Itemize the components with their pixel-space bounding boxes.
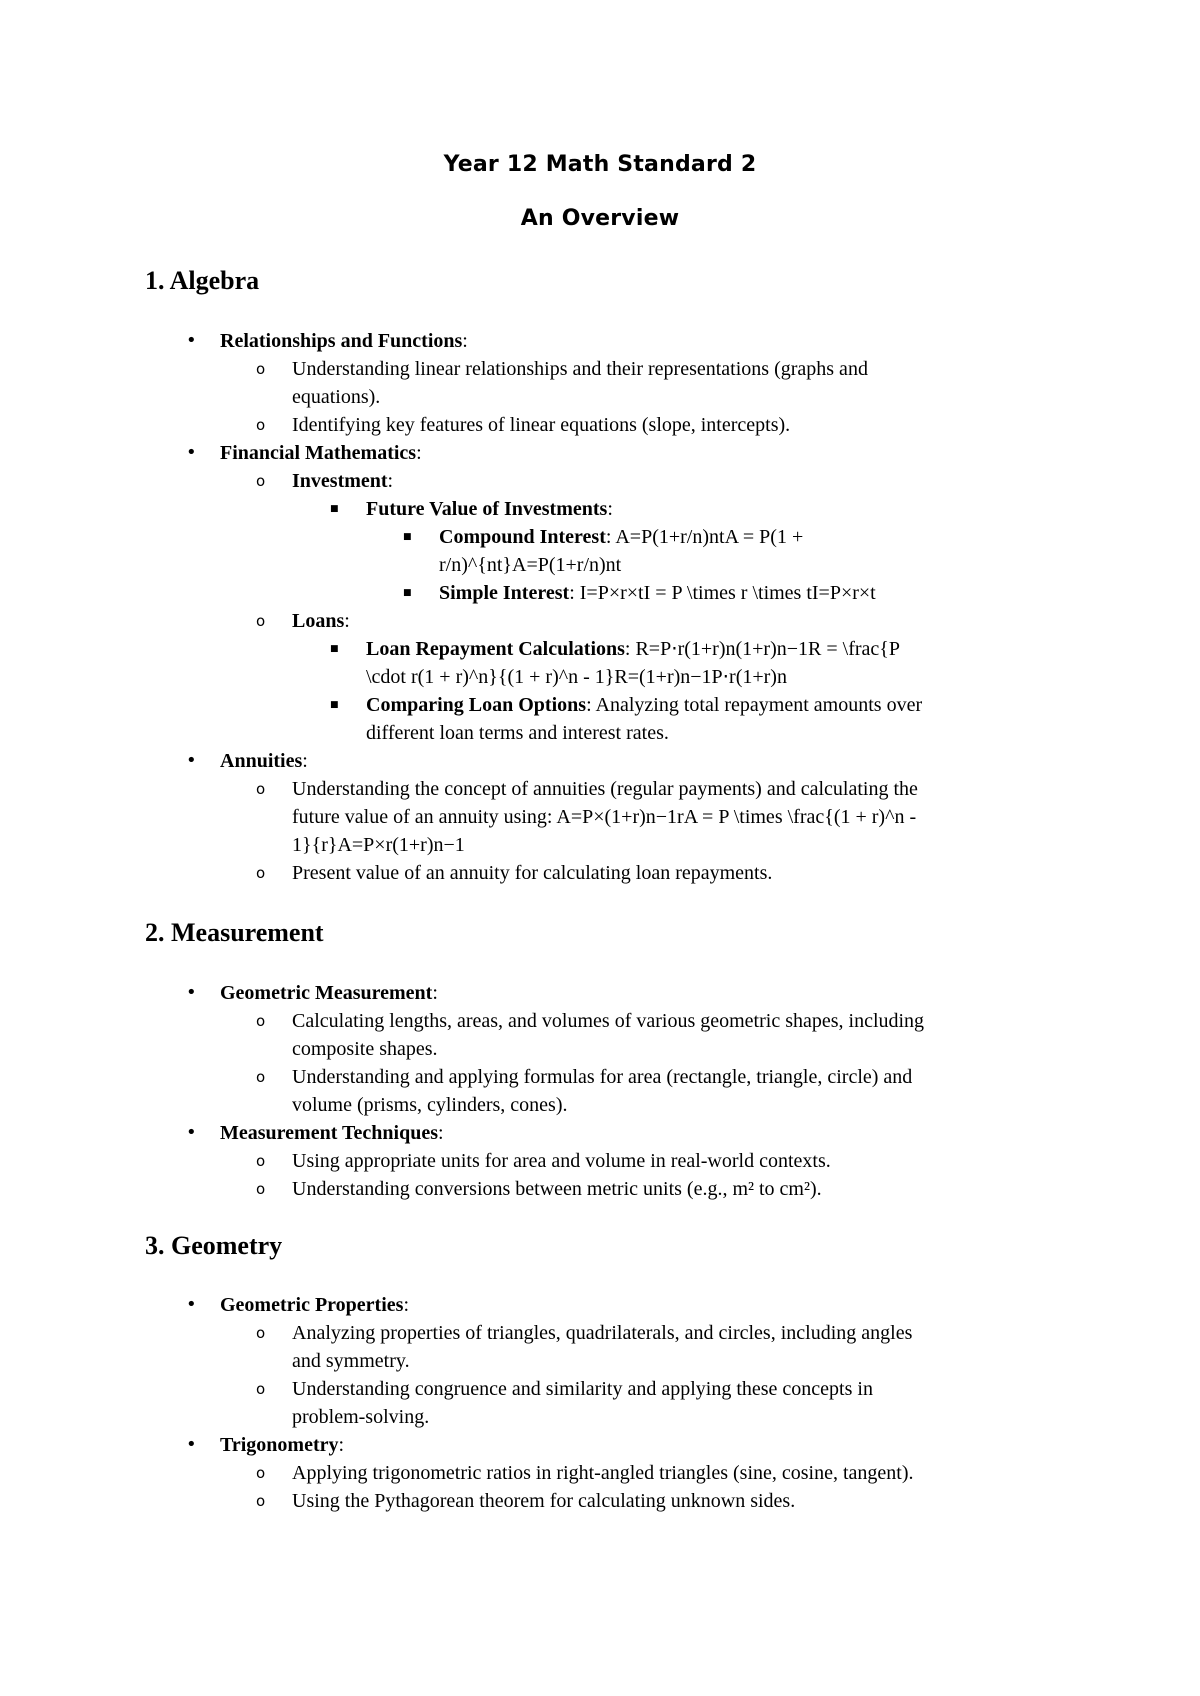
circle-marker: o <box>256 1464 266 1482</box>
list-item: problem-solving. <box>292 1406 430 1428</box>
bullet-marker: • <box>186 1294 197 1315</box>
bullet-marker: • <box>186 1122 197 1143</box>
square-marker: ■ <box>403 588 412 598</box>
list-item: Loans: <box>292 610 350 632</box>
list-item: Relationships and Functions: <box>220 330 468 352</box>
list-item: Annuities: <box>220 750 308 772</box>
square-marker: ■ <box>330 700 339 710</box>
square-marker: ■ <box>330 504 339 514</box>
document-title: Year 12 Math Standard 2 <box>443 152 757 177</box>
bullet-marker: • <box>186 442 197 463</box>
section-heading-geometry: 3. Geometry <box>145 1231 283 1260</box>
list-item: \cdot r(1 + r)^n}{(1 + r)^n - 1}R=(1+r)n−1P⋅r(1+r)n <box>366 666 787 688</box>
list-item: Understanding congruence and similarity and applying these concepts in <box>292 1378 873 1400</box>
circle-marker: o <box>256 612 266 630</box>
bullet-marker: • <box>186 750 197 771</box>
list-item: 1}{r}A=P×r(1+r)n−1 <box>292 834 465 856</box>
circle-marker: o <box>256 472 266 490</box>
circle-marker: o <box>256 780 266 798</box>
circle-marker: o <box>256 864 266 882</box>
list-item: Trigonometry: <box>220 1434 345 1456</box>
section-heading-algebra: 1. Algebra <box>145 266 260 295</box>
list-item: Calculating lengths, areas, and volumes of various geometric shapes, including <box>292 1010 925 1032</box>
circle-marker: o <box>256 1492 266 1510</box>
list-item: Loan Repayment Calculations: R=P⋅r(1+r)n(1+r)n−1R = \frac{P <box>366 638 900 660</box>
circle-marker: o <box>256 1152 266 1170</box>
circle-marker: o <box>256 1012 266 1030</box>
list-item: Using the Pythagorean theorem for calculating unknown sides. <box>292 1490 796 1512</box>
list-item: Identifying key features of linear equations (slope, intercepts). <box>292 414 791 436</box>
list-item: Compound Interest: A=P(1+r/n)ntA = P(1 + <box>439 526 804 548</box>
bullet-marker: • <box>186 1434 197 1455</box>
list-item: Present value of an annuity for calculating loan repayments. <box>292 862 773 884</box>
list-item: Analyzing properties of triangles, quadrilaterals, and circles, including angles <box>292 1322 913 1344</box>
list-item: Simple Interest: I=P×r×tI = P \times r \times tI=P×r×t <box>439 582 876 604</box>
list-item: different loan terms and interest rates. <box>366 722 669 744</box>
list-item: Future Value of Investments: <box>366 498 613 520</box>
list-item: Understanding the concept of annuities (regular payments) and calculating the <box>292 778 918 800</box>
list-item: and symmetry. <box>292 1350 410 1372</box>
square-marker: ■ <box>330 644 339 654</box>
list-item: Geometric Properties: <box>220 1294 409 1316</box>
circle-marker: o <box>256 360 266 378</box>
list-item: Investment: <box>292 470 394 492</box>
list-item: composite shapes. <box>292 1038 438 1060</box>
circle-marker: o <box>256 1180 266 1198</box>
circle-marker: o <box>256 1380 266 1398</box>
circle-marker: o <box>256 416 266 434</box>
document-subtitle: An Overview <box>520 206 680 231</box>
section-heading-measurement: 2. Measurement <box>145 918 324 947</box>
list-item: Understanding linear relationships and their representations (graphs and <box>292 358 868 380</box>
list-item: Understanding and applying formulas for area (rectangle, triangle, circle) and <box>292 1066 913 1088</box>
bullet-marker: • <box>186 330 197 351</box>
list-item: volume (prisms, cylinders, cones). <box>292 1094 568 1116</box>
list-item: Financial Mathematics: <box>220 442 422 464</box>
circle-marker: o <box>256 1068 266 1086</box>
list-item: Measurement Techniques: <box>220 1122 444 1144</box>
list-item: Geometric Measurement: <box>220 982 438 1004</box>
list-item: r/n)^{nt}A=P(1+r/n)nt <box>439 554 622 576</box>
list-item: Using appropriate units for area and volume in real-world contexts. <box>292 1150 831 1172</box>
bullet-marker: • <box>186 982 197 1003</box>
list-item: Comparing Loan Options: Analyzing total repayment amounts over <box>366 694 923 716</box>
list-item: Applying trigonometric ratios in right-angled triangles (sine, cosine, tangent). <box>292 1462 914 1484</box>
list-item: Understanding conversions between metric units (e.g., m² to cm²). <box>292 1178 822 1200</box>
circle-marker: o <box>256 1324 266 1342</box>
list-item: equations). <box>292 386 381 408</box>
square-marker: ■ <box>403 532 412 542</box>
list-item: future value of an annuity using: A=P×(1+r)n−1rA = P \times \frac{(1 + r)^n - <box>292 806 917 828</box>
